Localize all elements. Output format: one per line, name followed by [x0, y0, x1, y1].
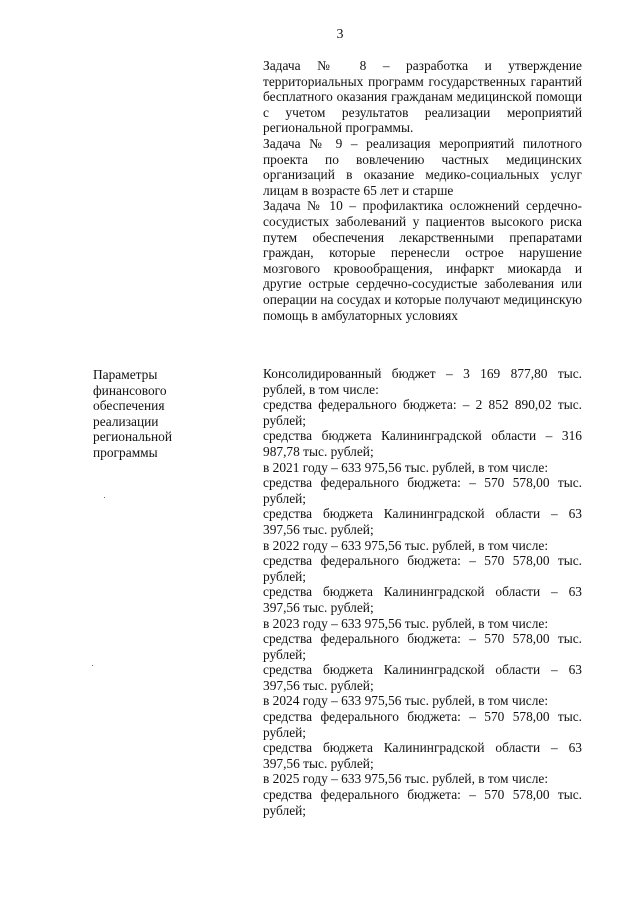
finance-line: Консолидированный бюджет – 3 169 877,80 тыс. рублей, в том числе: — [263, 366, 582, 397]
finance-line: средства федерального бюджета: – 570 578,00 тыс. рублей; — [263, 787, 582, 818]
finance-line: средства бюджета Калининградской области – 63 397,56 тыс. рублей; — [263, 506, 582, 537]
finance-label-line: обеспечения — [93, 398, 165, 414]
finance-line: в 2022 году – 633 975,56 тыс. рублей, в том числе: — [263, 537, 549, 553]
task-8: Задача № 8 – разработка и утверждение территориальных программ государственных гарантий бесплатного оказания гражданам медицинской помощи с учетом результатов реализации мероприятий региональной программы. — [263, 58, 582, 136]
finance-line: средства федерального бюджета: – 570 578,00 тыс. рублей; — [263, 475, 582, 506]
finance-line: средства федерального бюджета: – 570 578,00 тыс. рублей; — [263, 553, 582, 584]
finance-label-line: программы — [93, 444, 158, 460]
finance-label — [93, 367, 223, 461]
finance-line: средства бюджета Калининградской области – 63 397,56 тыс. рублей; — [263, 662, 582, 693]
finance-line: средства федерального бюджета: – 570 578,00 тыс. рублей; — [263, 631, 582, 662]
page-number: 3 — [336, 27, 344, 42]
finance-line: средства федерального бюджета: – 570 578,00 тыс. рублей; — [263, 709, 582, 740]
finance-line: средства бюджета Калининградской области – 316 987,78 тыс. рублей; — [263, 428, 582, 459]
finance-label-line: региональной — [93, 429, 173, 445]
finance-label-line: финансового — [93, 382, 167, 398]
finance-label-line: Параметры — [93, 367, 158, 382]
finance-line: средства бюджета Калининградской области – 63 397,56 тыс. рублей; — [263, 740, 582, 771]
tasks-section — [263, 58, 582, 323]
finance-label-line: реализации — [93, 413, 159, 429]
scan-speck — [104, 497, 105, 498]
task-10: Задача № 10 – профилактика осложнений сердечно-сосудистых заболеваний у пациентов высокого риска путем обеспечения лекарственными препаратами граждан, которые перенесли острое нарушение мозгового кровообращения, инфаркт миокарда и другие острые сердечно-сосудистые заболевания или операции на сосудах и которые получают медицинскую помощь в амбулаторных условиях — [263, 198, 582, 323]
finance-section — [263, 366, 582, 818]
task-9: Задача № 9 – реализация мероприятий пилотного проекта по вовлечению частных медицинских организаций в оказание медико-социальных услуг лицам в возрасте 65 лет и старше — [263, 135, 582, 198]
scan-speck — [92, 665, 93, 666]
finance-line: в 2025 году – 633 975,56 тыс. рублей, в том числе: — [263, 771, 549, 787]
finance-line: средства бюджета Калининградской области – 63 397,56 тыс. рублей; — [263, 584, 582, 615]
finance-line: в 2023 году – 633 975,56 тыс. рублей, в том числе: — [263, 615, 549, 631]
finance-line: средства федерального бюджета: – 2 852 890,02 тыс. рублей; — [263, 397, 582, 428]
finance-line: в 2024 году – 633 975,56 тыс. рублей, в том числе: — [263, 693, 549, 709]
finance-line: в 2021 году – 633 975,56 тыс. рублей, в том числе: — [263, 459, 549, 475]
